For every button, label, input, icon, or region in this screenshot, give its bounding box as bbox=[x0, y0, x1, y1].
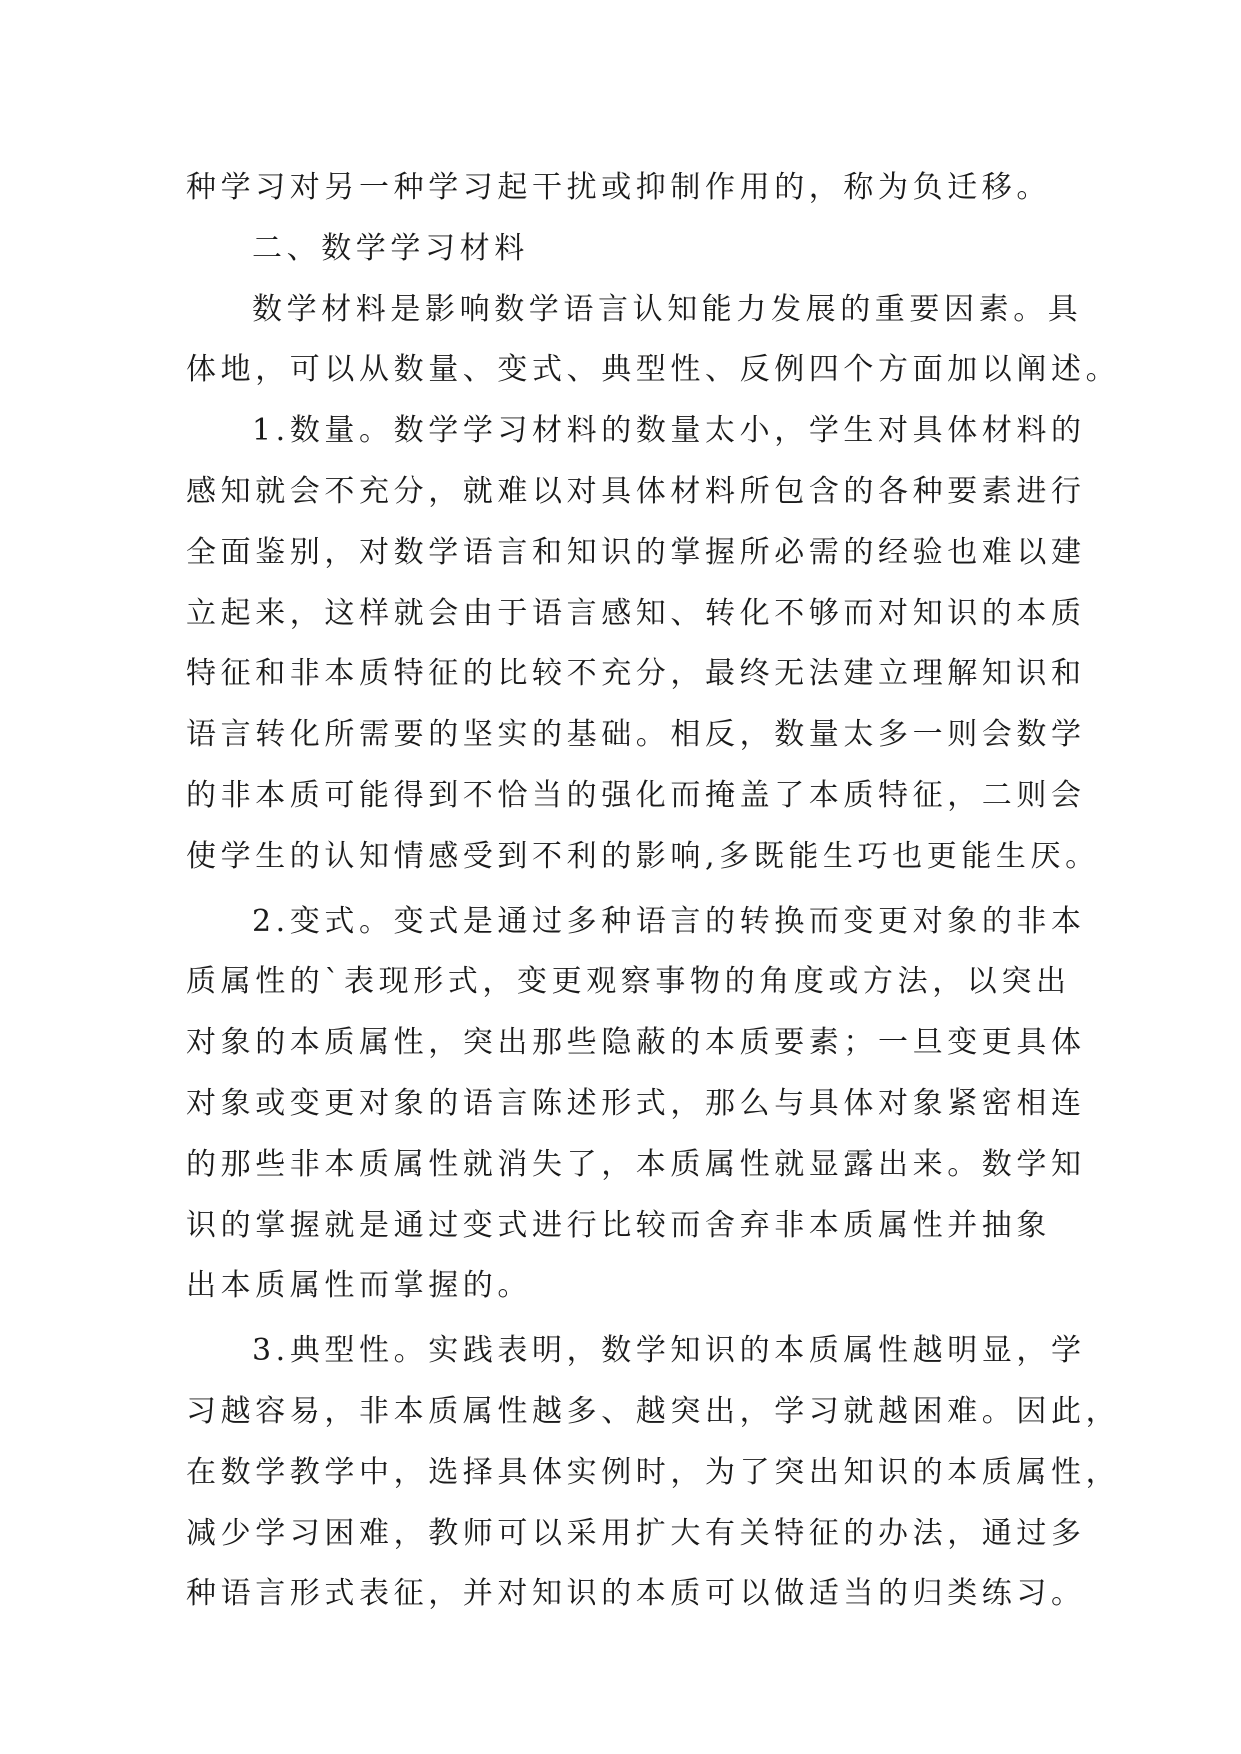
text-line: 减少学习困难，教师可以采用扩大有关特征的办法，通过多 bbox=[186, 1515, 1086, 1551]
text-line: 识的掌握就是通过变式进行比较而舍弃非本质属性并抽象 bbox=[186, 1207, 1051, 1243]
text-line: 3.典型性。实践表明，数学知识的本质属性越明显，学 bbox=[252, 1333, 1086, 1369]
text-line: 使学生的认知情感受到不利的影响,多既能生巧也更能生厌。 bbox=[186, 838, 1100, 874]
text-line: 感知就会不充分，就难以对具体材料所包含的各种要素进行 bbox=[186, 473, 1086, 509]
text-line: 特征和非本质特征的比较不充分，最终无法建立理解知识和 bbox=[186, 656, 1086, 692]
text-line: 种学习对另一种学习起干扰或抑制作用的，称为负迁移。 bbox=[186, 170, 1051, 205]
text-line: 1.数量。数学学习材料的数量太小，学生对具体材料的 bbox=[252, 413, 1086, 449]
text-line: 出本质属性而掌握的。 bbox=[186, 1268, 532, 1304]
text-line: 的非本质可能得到不恰当的强化而掩盖了本质特征，二则会 bbox=[186, 777, 1086, 813]
text-line: 全面鉴别，对数学语言和知识的掌握所必需的经验也难以建 bbox=[186, 534, 1086, 570]
text-line: 数学材料是影响数学语言认知能力发展的重要因素。具 bbox=[252, 291, 1083, 327]
text-line: 体地，可以从数量、变式、典型性、反例四个方面加以阐述。 bbox=[186, 352, 1121, 388]
text-line: 习越容易，非本质属性越多、越突出，学习就越困难。因此， bbox=[186, 1393, 1121, 1429]
text-line: 对象或变更对象的语言陈述形式，那么与具体对象紧密相连 bbox=[186, 1085, 1086, 1121]
text-line: 种语言形式表征，并对知识的本质可以做适当的归类练习。 bbox=[186, 1576, 1086, 1612]
body-text bbox=[186, 158, 1121, 1625]
text-line: 对象的本质属性，突出那些隐蔽的本质要素；一旦变更具体 bbox=[186, 1025, 1086, 1061]
text-line: 在数学教学中，选择具体实例时，为了突出知识的本质属性， bbox=[186, 1454, 1121, 1490]
text-line: 2.变式。变式是通过多种语言的转换而变更对象的非本 bbox=[252, 903, 1086, 939]
text-line: 语言转化所需要的坚实的基础。相反，数量太多一则会数学 bbox=[186, 717, 1086, 753]
text-line: 立起来，这样就会由于语言感知、转化不够而对知识的本质 bbox=[186, 595, 1086, 631]
text-line: 的那些非本质属性就消失了，本质属性就显露出来。数学知 bbox=[186, 1146, 1086, 1182]
section-heading: 二、数学学习材料 bbox=[252, 230, 529, 266]
text-line: 质属性的`表现形式，变更观察事物的角度或方法，以突出 bbox=[186, 964, 1071, 1000]
